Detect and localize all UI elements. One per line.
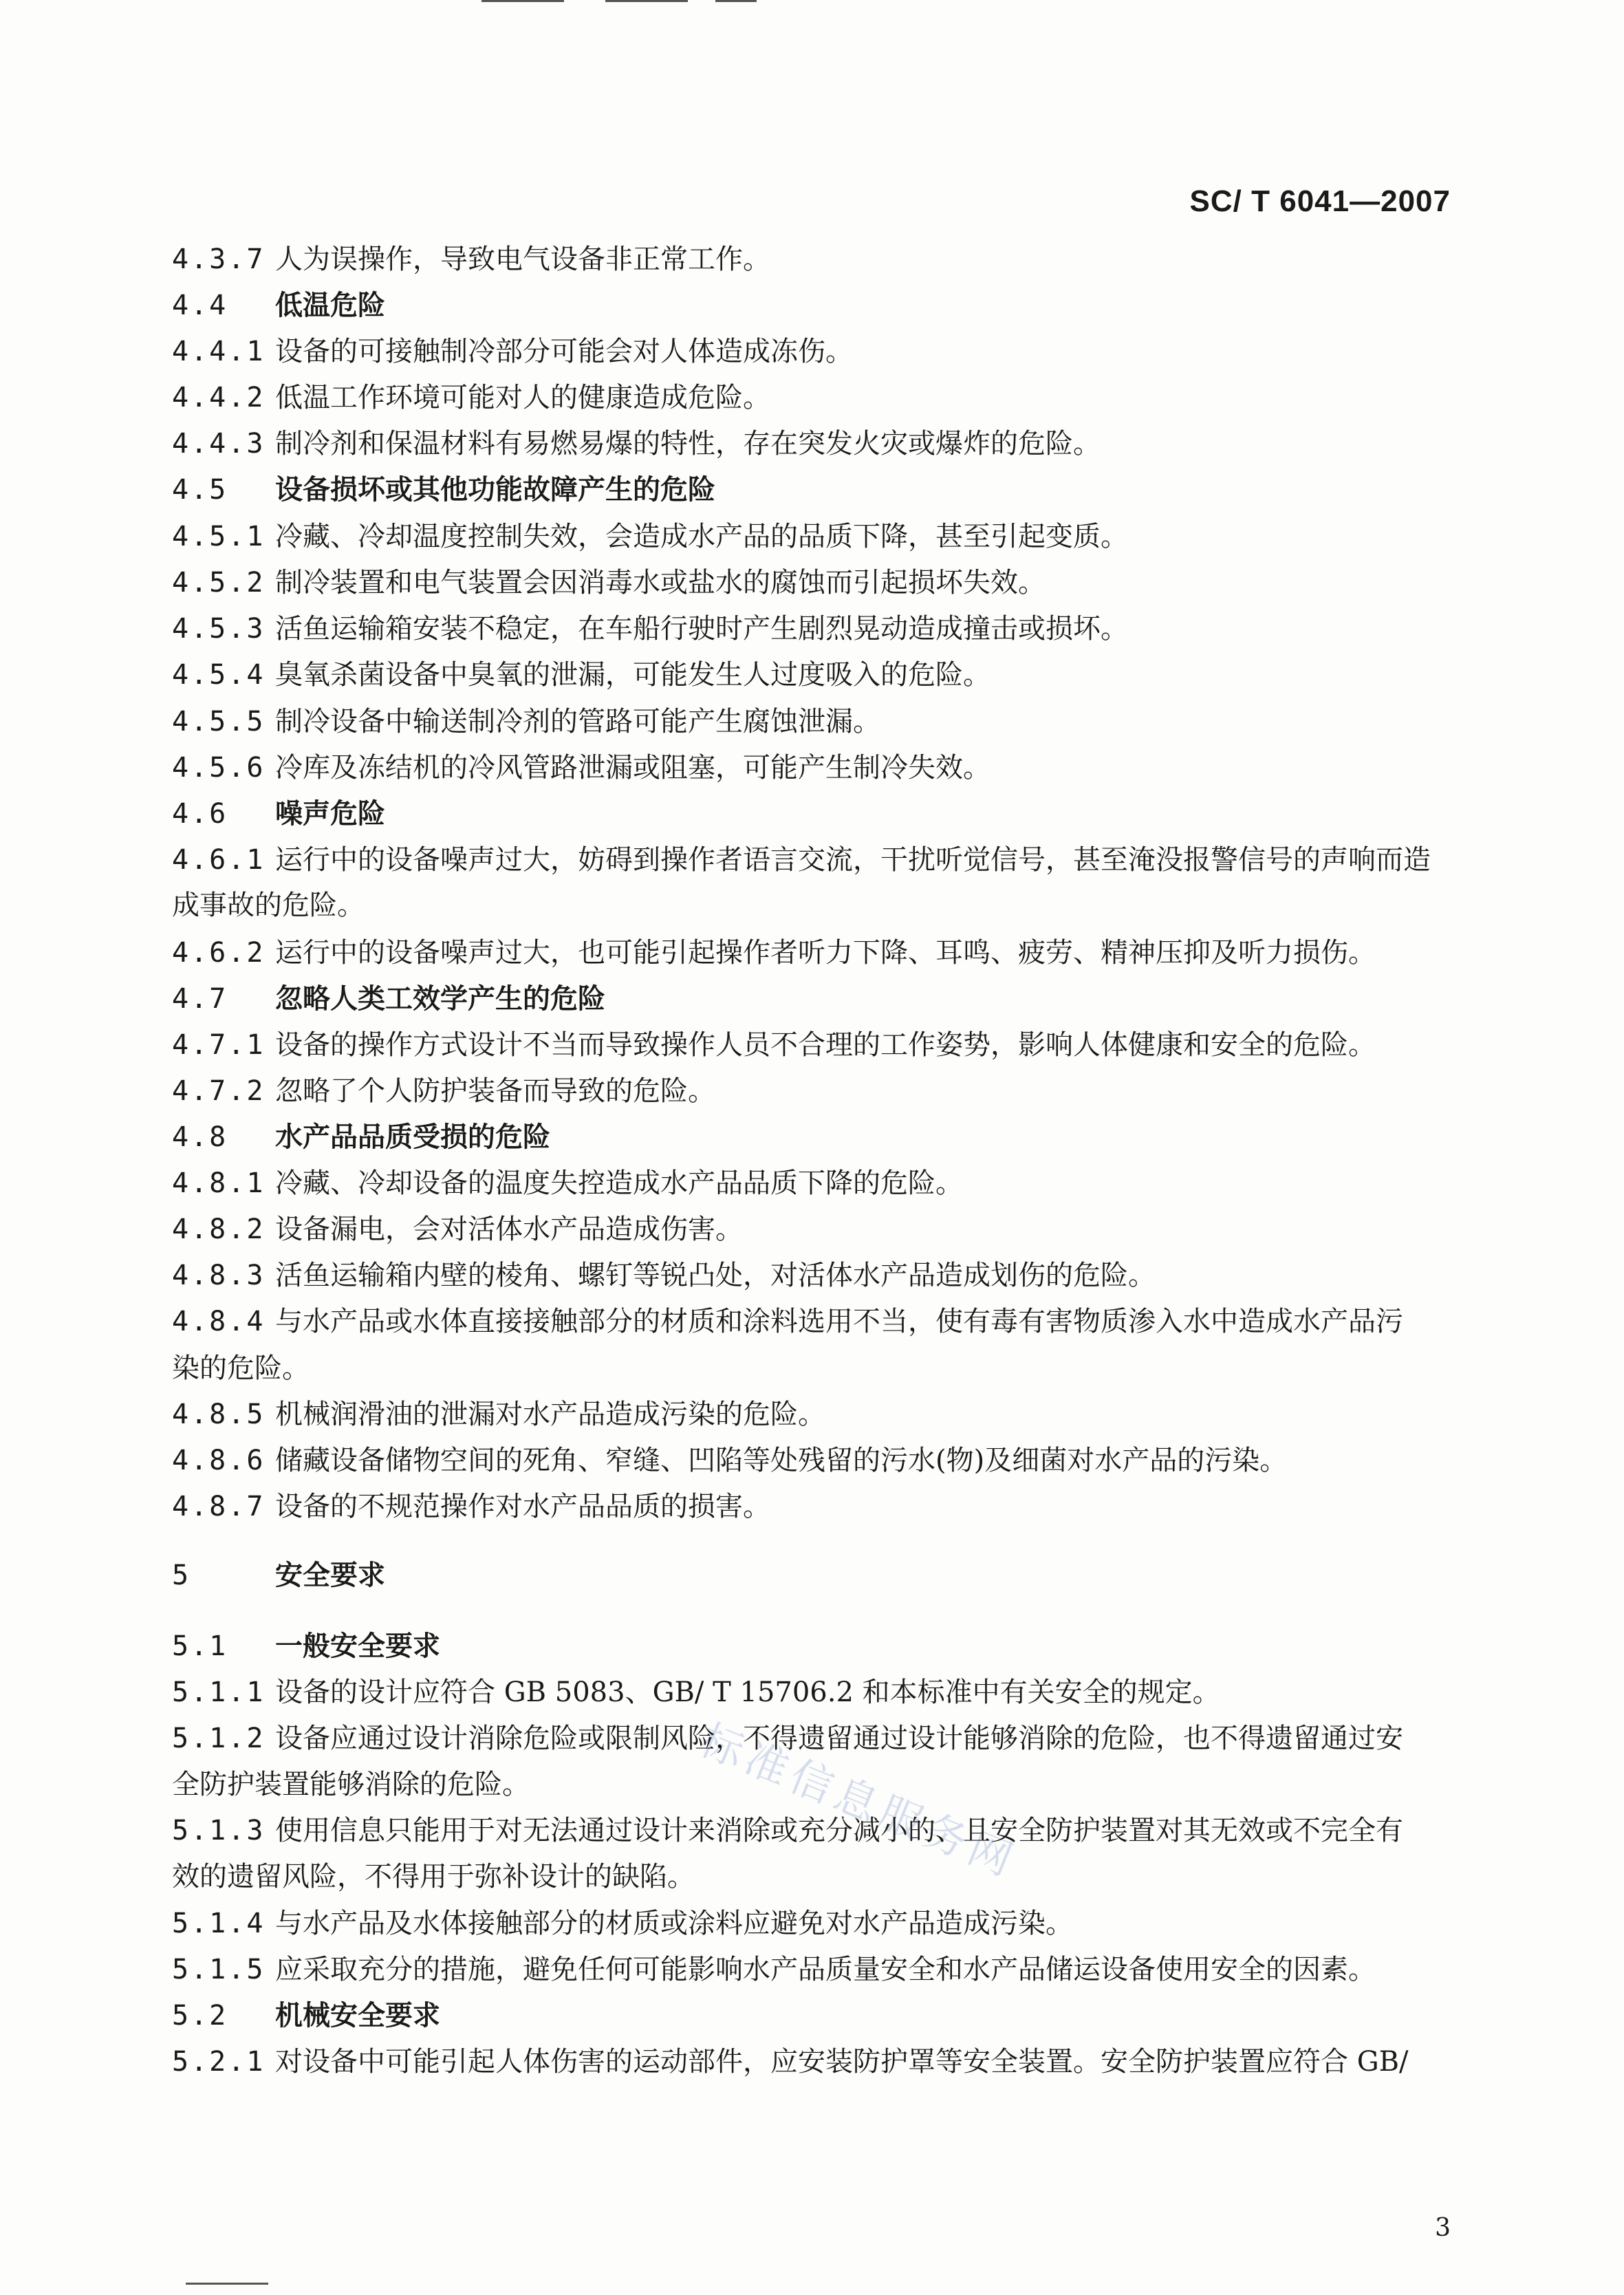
clause-number: 4.5.3 [172,613,266,645]
clause-line [172,1948,1452,1992]
clause-number: 4.7 [172,983,228,1015]
clause-line [172,1716,1452,1760]
clause-line [172,330,1452,374]
clause-line [172,2040,1452,2084]
clause-text: 设备的可接触制冷部分可能会对人体造成冻伤。 [275,336,853,367]
clause-line [172,1439,1452,1483]
scan-artifact [605,0,688,2]
section-heading [172,468,1452,512]
clause-number: 5.1.1 [172,1677,266,1708]
clause-text: 制冷设备中输送制冷剂的管路可能产生腐蚀泄漏。 [275,706,880,737]
clause-text: 设备损坏或其他功能故障产生的危险 [275,474,715,506]
clause-text: 低温工作环境可能对人的健康造成危险。 [275,382,770,413]
clause-number: 4.8.6 [172,1445,266,1476]
page-number: 3 [1435,2214,1451,2242]
clause-text: 冷藏、冷却温度控制失效，会造成水产品的品质下降，甚至引起变质。 [275,521,1128,552]
clause-text: 水产品品质受损的危险 [275,1121,550,1153]
clause-text: 与水产品及水体接触部分的材质或涂料应避免对水产品造成污染。 [275,1908,1073,1939]
clause-number: 4.4.3 [172,428,266,460]
clause-line [172,838,1452,882]
watermark: 标准信息服务网 [693,1714,1025,1888]
clause-text: 成事故的危险。 [172,890,365,921]
clause-number: 4.8 [172,1121,228,1153]
clause-text: 效的遗留风险，不得用于弥补设计的缺陷。 [172,1861,695,1893]
clause-text: 一般安全要求 [275,1630,440,1662]
section-heading [172,1553,1452,1597]
clause-line [172,1069,1452,1113]
clause-text: 应采取充分的措施，避免任何可能影响水产品质量安全和水产品储运设备使用安全的因素。 [275,1954,1376,1985]
clause-text: 忽略了个人防护装备而导致的危险。 [275,1075,715,1107]
clause-number: 5.1.3 [172,1815,266,1846]
clause-line [172,653,1452,697]
clause-text: 噪声危险 [275,798,385,830]
clause-number: 4.5.1 [172,521,266,552]
clause-line [172,1901,1452,1946]
clause-number: 4.4.2 [172,382,266,413]
clause-text: 染的危险。 [172,1353,310,1384]
clause-text: 安全要求 [275,1560,385,1591]
clause-number: 4.8.7 [172,1491,266,1522]
clause-line [172,1253,1452,1297]
clause-number: 4.8.5 [172,1399,266,1430]
clause-line [172,746,1452,790]
clause-line [172,376,1452,420]
clause-text: 机械安全要求 [275,2000,440,2032]
clause-number: 4.6.2 [172,937,266,969]
clause-text: 忽略人类工效学产生的危险 [275,983,605,1015]
section-heading [172,1994,1452,2038]
clause-number: 4.6 [172,798,228,830]
clause-number: 4.4 [172,290,228,321]
clause-number: 4.7.2 [172,1075,266,1107]
clause-line [172,515,1452,559]
clause-text: 冷藏、冷却设备的温度失控造成水产品品质下降的危险。 [275,1167,963,1199]
clause-number: 4.8.2 [172,1214,266,1245]
clause-text: 制冷剂和保温材料有易燃易爆的特性，存在突发火灾或爆炸的危险。 [275,428,1101,460]
clause-text: 与水产品或水体直接接触部分的材质和涂料选用不当，使有毒有害物质渗入水中造成水产品污 [275,1306,1403,1337]
clause-text: 全防护装置能够消除的危险。 [172,1769,530,1800]
clause-line [172,1855,1452,1899]
scan-artifact [715,0,757,2]
section-heading [172,1624,1452,1668]
clause-number: 5.1.5 [172,1954,266,1985]
clause-text: 活鱼运输箱安装不稳定，在车船行驶时产生剧烈晃动造成撞击或损坏。 [275,613,1128,645]
clause-text: 冷库及冻结机的冷风管路泄漏或阻塞，可能产生制冷失效。 [275,752,990,784]
clause-number: 4.8.4 [172,1306,266,1337]
clause-line [172,700,1452,744]
clause-text: 设备的设计应符合 GB 5083、GB/ T 15706.2 和本标准中有关安全的规定。 [275,1677,1220,1708]
clause-text: 低温危险 [275,290,385,321]
clause-line [172,1392,1452,1436]
clause-number: 4.8.1 [172,1167,266,1199]
clause-line [172,883,1452,927]
scan-artifact [481,0,564,2]
clause-text: 设备漏电，会对活体水产品造成伤害。 [275,1214,743,1245]
clause-number: 4.5.2 [172,567,266,599]
clause-text: 机械润滑油的泄漏对水产品造成污染的危险。 [275,1399,825,1430]
section-heading [172,1115,1452,1159]
clause-number: 5.2.1 [172,2046,266,2078]
clause-text: 臭氧杀菌设备中臭氧的泄漏，可能发生人过度吸入的危险。 [275,659,990,691]
clause-line [172,931,1452,975]
clause-text: 设备应通过设计消除危险或限制风险，不得遗留通过设计能够消除的危险，也不得遗留通过安 [275,1723,1403,1754]
clause-number: 4.5.4 [172,659,266,691]
clause-number: 4.6.1 [172,844,266,876]
clause-number: 4.8.3 [172,1260,266,1291]
clause-number: 5.1.4 [172,1908,266,1939]
clause-line [172,237,1452,281]
clause-number: 4.5.6 [172,752,266,784]
clause-text: 制冷装置和电气装置会因消毒水或盐水的腐蚀而引起损坏失效。 [275,567,1046,599]
clause-text: 人为误操作，导致电气设备非正常工作。 [275,244,770,275]
clause-line [172,1763,1452,1807]
clause-number: 4.5.5 [172,706,266,737]
clause-line [172,1809,1452,1853]
clause-text: 设备的不规范操作对水产品品质的损害。 [275,1491,770,1522]
standard-number: SC/ T 6041—2007 [1189,184,1451,218]
clause-text: 对设备中可能引起人体伤害的运动部件，应安装防护罩等安全装置。安全防护装置应符合 GB/ [275,2046,1409,2078]
clause-line [172,1161,1452,1205]
clause-line [172,1485,1452,1529]
clause-line [172,607,1452,651]
clause-number: 5 [172,1560,191,1591]
clause-number: 4.3.7 [172,244,266,275]
section-heading [172,283,1452,327]
clause-line [172,422,1452,466]
clause-text: 使用信息只能用于对无法通过设计来消除或充分减小的、且安全防护装置对其无效或不完全有 [275,1815,1403,1846]
clause-line [172,1670,1452,1714]
clause-text: 活鱼运输箱内壁的棱角、螺钉等锐凸处，对活体水产品造成划伤的危险。 [275,1260,1156,1291]
clause-number: 5.2 [172,2000,228,2032]
clause-text: 储藏设备储物空间的死角、窄缝、凹陷等处残留的污水(物)及细菌对水产品的污染。 [275,1445,1288,1476]
clause-number: 4.7.1 [172,1029,266,1061]
clause-number: 5.1 [172,1630,228,1662]
clause-line [172,1207,1452,1251]
clause-text: 运行中的设备噪声过大，也可能引起操作者听力下降、耳鸣、疲劳、精神压抑及听力损伤。 [275,937,1376,969]
clause-line [172,1300,1452,1344]
clause-number: 4.5 [172,474,228,506]
clause-line [172,561,1452,605]
clause-number: 4.4.1 [172,336,266,367]
scan-artifact [186,2283,268,2285]
clause-text: 运行中的设备噪声过大，妨碍到操作者语言交流，干扰听觉信号，甚至淹没报警信号的声响而造 [275,844,1431,876]
clause-number: 5.1.2 [172,1723,266,1754]
section-heading [172,977,1452,1021]
clause-text: 设备的操作方式设计不当而导致操作人员不合理的工作姿势，影响人体健康和安全的危险。 [275,1029,1376,1061]
clause-line [172,1346,1452,1390]
clause-line [172,1023,1452,1067]
section-heading [172,792,1452,836]
